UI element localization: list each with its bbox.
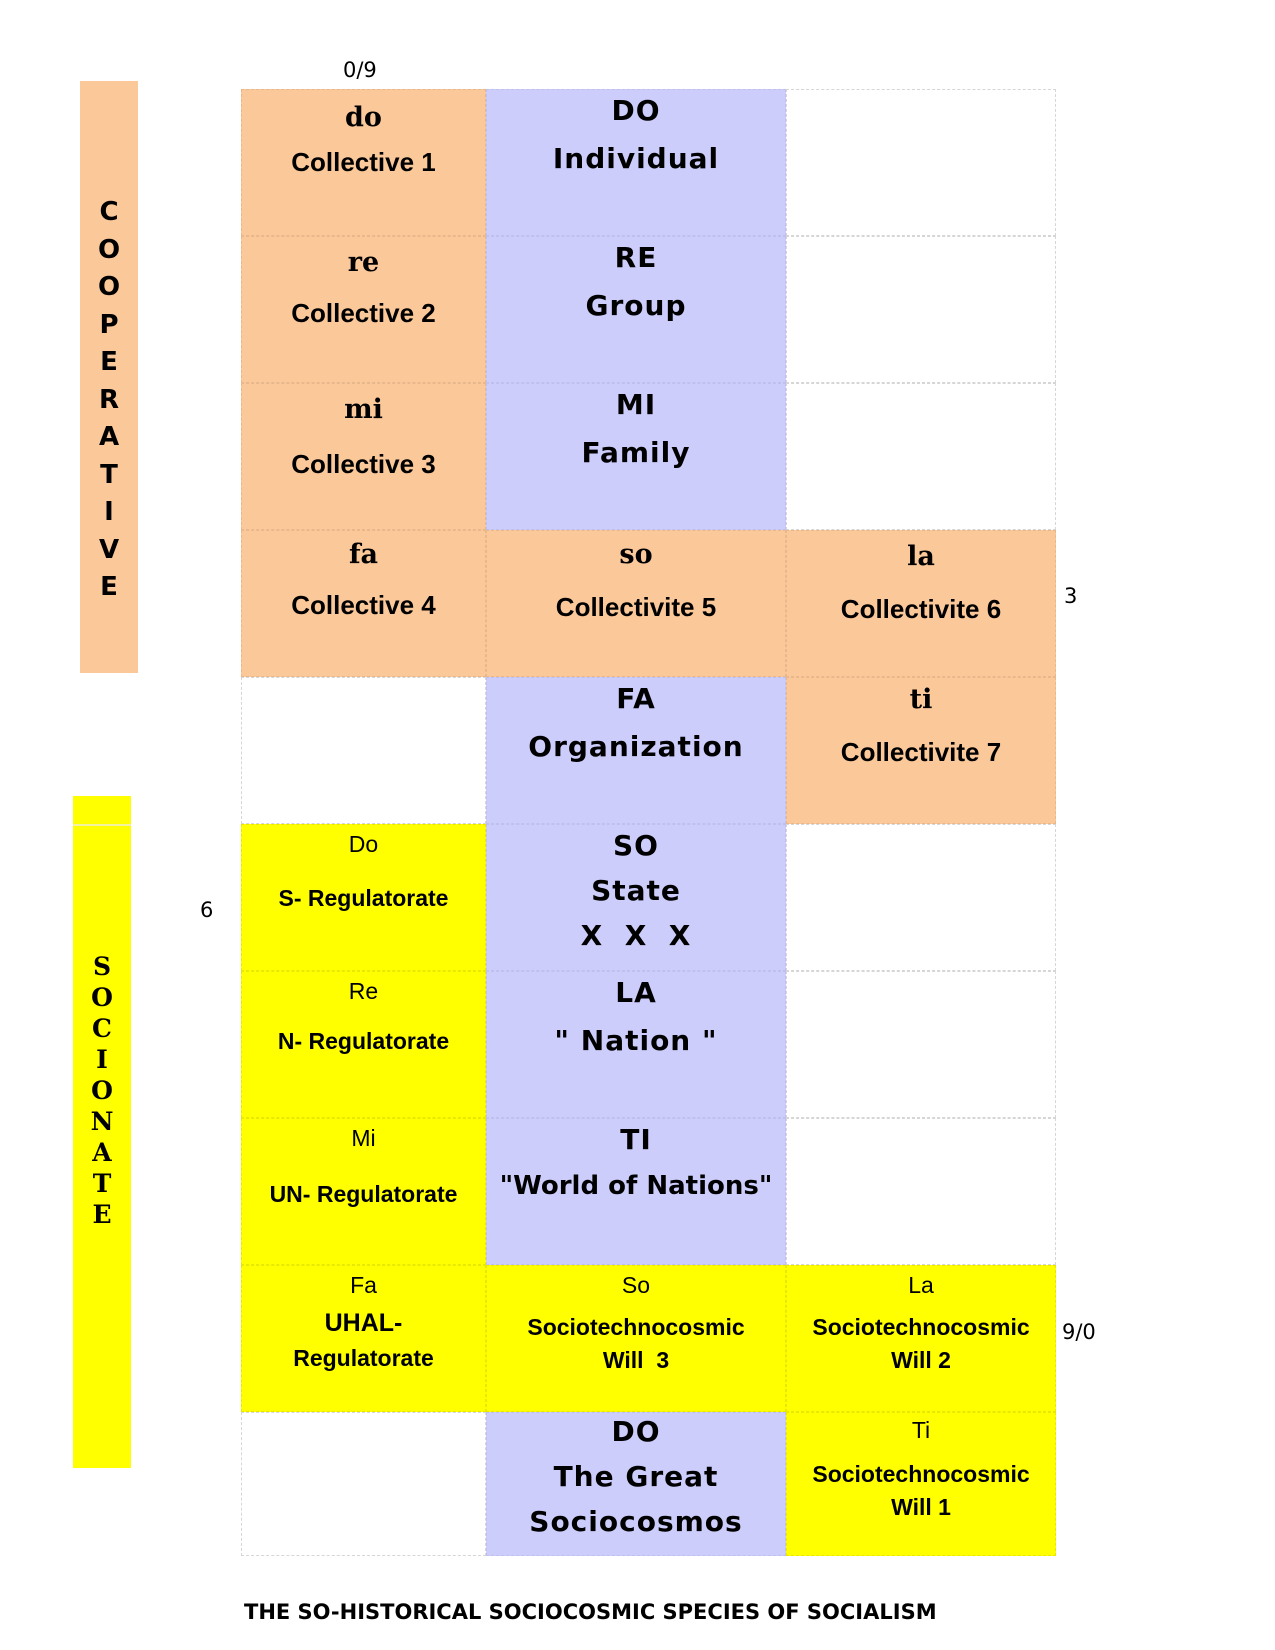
cell-label: Collective 4 bbox=[291, 590, 436, 620]
syllable: Fa bbox=[350, 1272, 377, 1298]
syllable: Mi bbox=[351, 1125, 376, 1151]
cell-uhal-regulatorate bbox=[241, 1265, 486, 1412]
cell-empty bbox=[241, 1412, 486, 1556]
cell-label-line-2: Will 1 bbox=[891, 1494, 951, 1520]
cell-sociotechnocosmic-will-3 bbox=[486, 1265, 786, 1412]
syllable: la bbox=[907, 541, 935, 572]
cell-label-line-2: Regulatorate bbox=[293, 1345, 434, 1371]
cell-sociotechnocosmic-will-1 bbox=[786, 1412, 1056, 1556]
marker-right-mid: 3 bbox=[1064, 584, 1078, 608]
cooperative-letter: C bbox=[99, 197, 119, 227]
syllable: re bbox=[347, 247, 380, 278]
syllable: Ti bbox=[911, 1417, 931, 1443]
cell-collective-1 bbox=[241, 89, 486, 236]
cell-label: State bbox=[591, 874, 681, 907]
cell-group bbox=[486, 236, 786, 383]
cell-label: "World of Nations" bbox=[499, 1171, 773, 1201]
syllable: MI bbox=[615, 388, 657, 421]
cell-label: Collectivite 5 bbox=[555, 592, 717, 622]
cell-label-line-1: Sociotechnocosmic bbox=[812, 1461, 1030, 1487]
cooperative-letter: E bbox=[100, 572, 118, 602]
syllable: LA bbox=[615, 976, 657, 1009]
cell-collectivite-6 bbox=[786, 530, 1056, 677]
cell-empty bbox=[786, 1118, 1056, 1265]
cooperative-letter: P bbox=[99, 309, 119, 340]
syllable: fa bbox=[348, 539, 379, 570]
cell-collective-3 bbox=[241, 383, 486, 530]
cell-collectivite-5 bbox=[486, 530, 786, 677]
socionate-bar-cap bbox=[73, 796, 131, 826]
cell-organization bbox=[486, 677, 786, 824]
cell-un-regulatorate bbox=[241, 1118, 486, 1265]
cell-empty bbox=[786, 971, 1056, 1118]
cell-label: Collectivite 6 bbox=[840, 594, 1002, 624]
syllable: La bbox=[908, 1272, 934, 1298]
cell-label-line-1: UHAL- bbox=[324, 1309, 403, 1337]
syllable: DO bbox=[611, 1415, 661, 1448]
cell-label-line-1: Sociotechnocosmic bbox=[527, 1314, 745, 1340]
socionate-letter: C bbox=[92, 1014, 112, 1043]
syllable: FA bbox=[616, 682, 656, 715]
marker-right-bottom: 9/0 bbox=[1062, 1320, 1096, 1344]
diagram-caption: THE SO-HISTORICAL SOCIOCOSMIC SPECIES OF SOCIALISM bbox=[244, 1600, 937, 1624]
cell-label: Collective 1 bbox=[291, 147, 436, 177]
cell-world-of-nations bbox=[486, 1118, 786, 1265]
cell-empty bbox=[786, 824, 1056, 971]
cell-label: UN- Regulatorate bbox=[269, 1181, 458, 1207]
cooperative-letter: T bbox=[100, 459, 118, 490]
cell-label-line-2: Sociocosmos bbox=[529, 1505, 743, 1538]
cell-family bbox=[486, 383, 786, 530]
cell-empty bbox=[786, 383, 1056, 530]
socionate-letter: S bbox=[92, 952, 112, 981]
cooperative-letter: A bbox=[98, 422, 120, 452]
cell-label-line-1: Sociotechnocosmic bbox=[812, 1314, 1030, 1340]
cooperative-letter: O bbox=[97, 234, 121, 265]
socionate-letter: I bbox=[96, 1045, 108, 1074]
cell-empty bbox=[786, 89, 1056, 236]
marker-top: 0/9 bbox=[343, 58, 377, 82]
syllable: do bbox=[345, 102, 382, 133]
cell-state bbox=[486, 824, 786, 971]
cooperative-letter: E bbox=[100, 347, 118, 377]
cell-label: Collectivite 7 bbox=[840, 737, 1002, 767]
cell-label-line-2: Will 2 bbox=[891, 1347, 951, 1373]
cell-s-regulatorate bbox=[241, 824, 486, 971]
cell-label: Collective 3 bbox=[291, 449, 436, 479]
syllable: DO bbox=[611, 94, 661, 127]
cooperative-letter: V bbox=[98, 534, 120, 565]
syllable: so bbox=[619, 539, 653, 570]
marker-left-mid: 6 bbox=[200, 898, 214, 922]
cell-label-line-2: Will 3 bbox=[602, 1347, 670, 1373]
cell-collectivite-7 bbox=[786, 677, 1056, 824]
cell-label: N- Regulatorate bbox=[277, 1028, 450, 1054]
socionate-letter: O bbox=[91, 983, 113, 1012]
socionate-letter: T bbox=[92, 1169, 112, 1198]
socionate-letter: A bbox=[92, 1138, 112, 1167]
syllable: So bbox=[621, 1272, 651, 1298]
cell-nation bbox=[486, 971, 786, 1118]
cell-label: Group bbox=[585, 289, 687, 322]
cell-extra-mark: X X X bbox=[580, 919, 692, 952]
socionate-side-label bbox=[73, 796, 131, 1468]
syllable: Do bbox=[348, 831, 379, 857]
syllable: TI bbox=[620, 1123, 652, 1156]
cell-great-sociocosmos bbox=[486, 1412, 786, 1556]
species-grid bbox=[241, 89, 1056, 1556]
cell-label: Collective 2 bbox=[291, 298, 436, 328]
cell-collective-4 bbox=[241, 530, 486, 677]
cooperative-letter: R bbox=[98, 384, 120, 415]
cell-label-line-1: The Great bbox=[553, 1460, 719, 1493]
cell-label: Organization bbox=[528, 730, 744, 763]
syllable: ti bbox=[909, 684, 933, 715]
cell-empty bbox=[241, 677, 486, 824]
cell-label: Family bbox=[581, 436, 691, 469]
cell-individual bbox=[486, 89, 786, 236]
cooperative-letter: O bbox=[97, 272, 121, 302]
syllable: SO bbox=[613, 829, 659, 862]
syllable: RE bbox=[614, 241, 658, 274]
cell-collective-2 bbox=[241, 236, 486, 383]
cooperative-side-label bbox=[80, 81, 138, 673]
cell-empty bbox=[786, 236, 1056, 383]
cell-n-regulatorate bbox=[241, 971, 486, 1118]
socionate-letter: N bbox=[90, 1107, 114, 1136]
cooperative-letter: I bbox=[104, 497, 114, 527]
socionate-letter: E bbox=[92, 1200, 112, 1229]
syllable: mi bbox=[344, 394, 383, 425]
cell-label: Individual bbox=[552, 142, 720, 175]
syllable: Re bbox=[348, 978, 379, 1004]
cell-label: S- Regulatorate bbox=[278, 885, 449, 911]
socionate-letter: O bbox=[91, 1076, 113, 1105]
cell-sociotechnocosmic-will-2 bbox=[786, 1265, 1056, 1412]
cell-label: " Nation " bbox=[554, 1024, 718, 1057]
